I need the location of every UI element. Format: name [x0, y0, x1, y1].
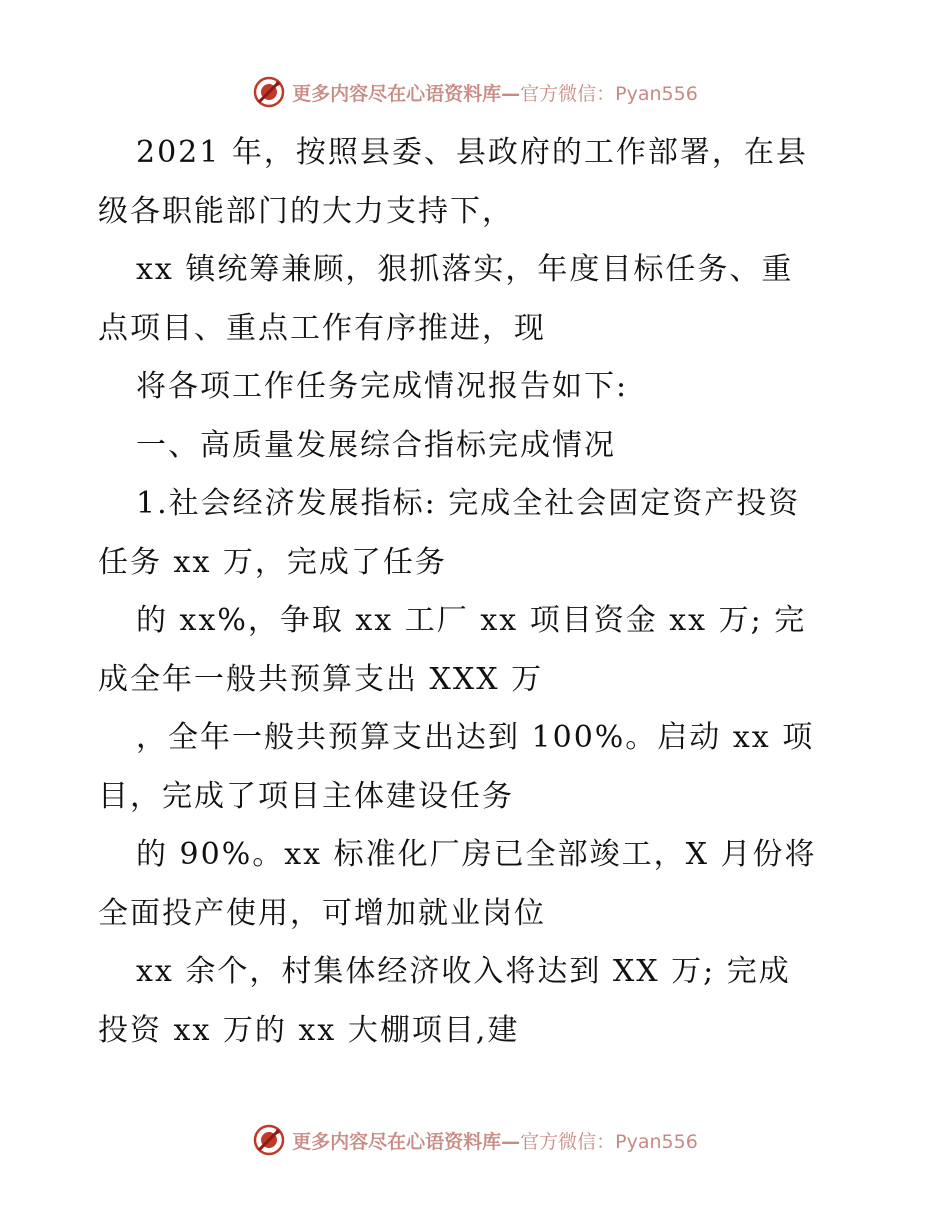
document-body [98, 124, 858, 1060]
paragraph-line: 1.社会经济发展指标: 完成全社会固定资产投资 [136, 486, 801, 521]
paragraph-line: 2021 年，按照县委、县政府的工作部署，在县 [136, 135, 808, 170]
pen-seal-logo-icon [252, 1123, 286, 1157]
paragraph-line: 点项目、重点工作有序推进，现 [98, 310, 546, 346]
footer-watermark [0, 1120, 950, 1160]
paragraph-line: xx 余个，村集体经济收入将达到 XX 万; 完成 [136, 954, 791, 989]
header-watermark [0, 72, 950, 112]
paragraph-line: 的 90%。xx 标准化厂房已全部竣工，X 月份将 [136, 837, 817, 872]
paragraph-line: 全面投产使用，可增加就业岗位 [98, 895, 546, 931]
paragraph-line: ，全年一般共预算支出达到 100%。启动 xx 项 [136, 720, 815, 755]
watermark-text: 更多内容尽在心语资料库—官方微信：Pyan556 [292, 82, 698, 105]
paragraph-line: 将各项工作任务完成情况报告如下: [136, 369, 629, 404]
paragraph-line: 的 xx%，争取 xx 工厂 xx 项目资金 xx 万; 完 [136, 603, 807, 638]
paragraph-line: 目，完成了项目主体建设任务 [98, 778, 514, 814]
section-heading: 一、高质量发展综合指标完成情况 [136, 427, 616, 463]
paragraph-line: 投资 xx 万的 xx 大棚项目,建 [98, 1012, 520, 1048]
paragraph-line: 成全年一般共预算支出 XXX 万 [98, 661, 544, 697]
watermark-text: 更多内容尽在心语资料库—官方微信：Pyan556 [292, 1130, 698, 1153]
paragraph-line: 级各职能部门的大力支持下， [98, 193, 514, 229]
paragraph-line: xx 镇统筹兼顾，狠抓落实，年度目标任务、重 [136, 252, 794, 287]
pen-seal-logo-icon [252, 75, 286, 109]
paragraph-line: 任务 xx 万，完成了任务 [98, 544, 447, 580]
